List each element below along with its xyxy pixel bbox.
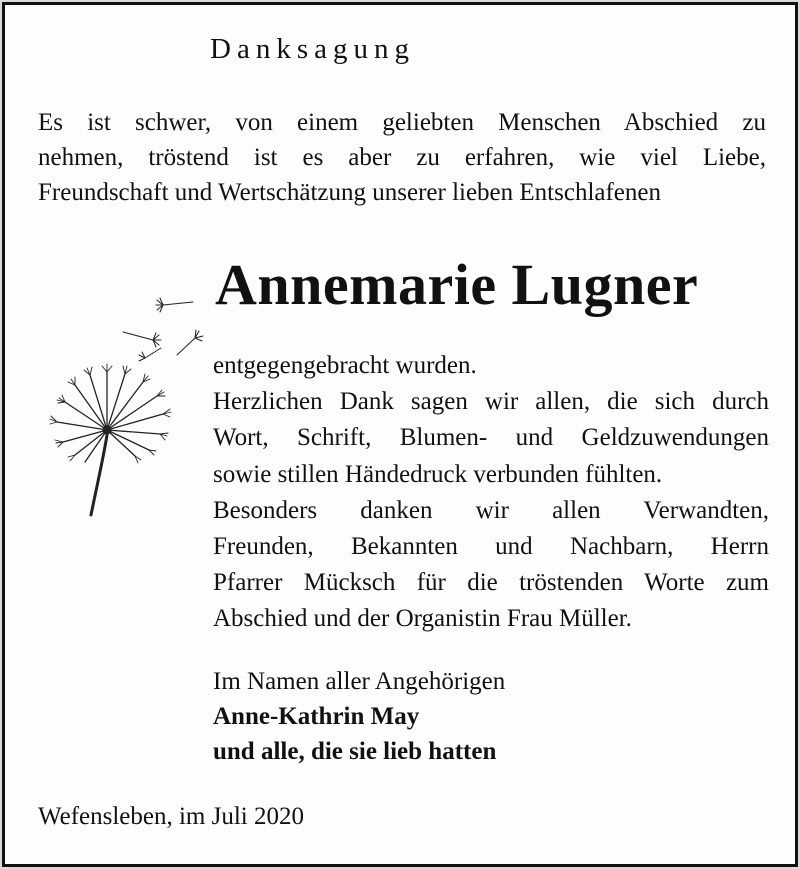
- intro-line: Freundschaft und Wertschätzung unserer lieben Entschlafenen: [38, 179, 661, 206]
- thanks-paragraph: [213, 348, 769, 638]
- signature-intro: Im Namen aller Angehörigen: [213, 668, 506, 695]
- deceased-name: Annemarie Lugner: [215, 252, 699, 317]
- body-line: Wort, Schrift, Blumen- und Geldzuwendungen: [213, 424, 769, 452]
- body-line: sowie stillen Händedruck verbunden fühlten.: [213, 460, 663, 488]
- intro-paragraph: [38, 105, 766, 210]
- body-line: Besonders danken wir allen Verwandten,: [213, 496, 769, 524]
- signature-block: [213, 664, 505, 769]
- place-date: Wefensleben, im Juli 2020: [38, 803, 304, 830]
- body-line: Freunden, Bekannten und Nachbarn, Herrn: [213, 533, 769, 561]
- signatory-name: Anne-Kathrin May: [213, 703, 420, 730]
- body-line: Abschied und der Organistin Frau Müller.: [213, 605, 632, 633]
- body-line: entgegengebracht wurden.: [213, 352, 477, 379]
- body-line: Herzlichen Dank sagen wir allen, die sich durch: [213, 388, 769, 416]
- intro-line: nehmen, tröstend ist es aber zu erfahren, wie viel Liebe,: [38, 144, 766, 171]
- intro-line: Es ist schwer, von einem geliebten Menschen Abschied zu: [38, 109, 766, 136]
- signatory-family: und alle, die sie lieb hatten: [213, 738, 497, 765]
- body-line: Pfarrer Mücksch für die tröstenden Worte zum: [213, 569, 769, 597]
- obituary-notice: [2, 2, 798, 867]
- dandelion-icon: [45, 290, 215, 520]
- heading: Danksagung: [210, 33, 415, 65]
